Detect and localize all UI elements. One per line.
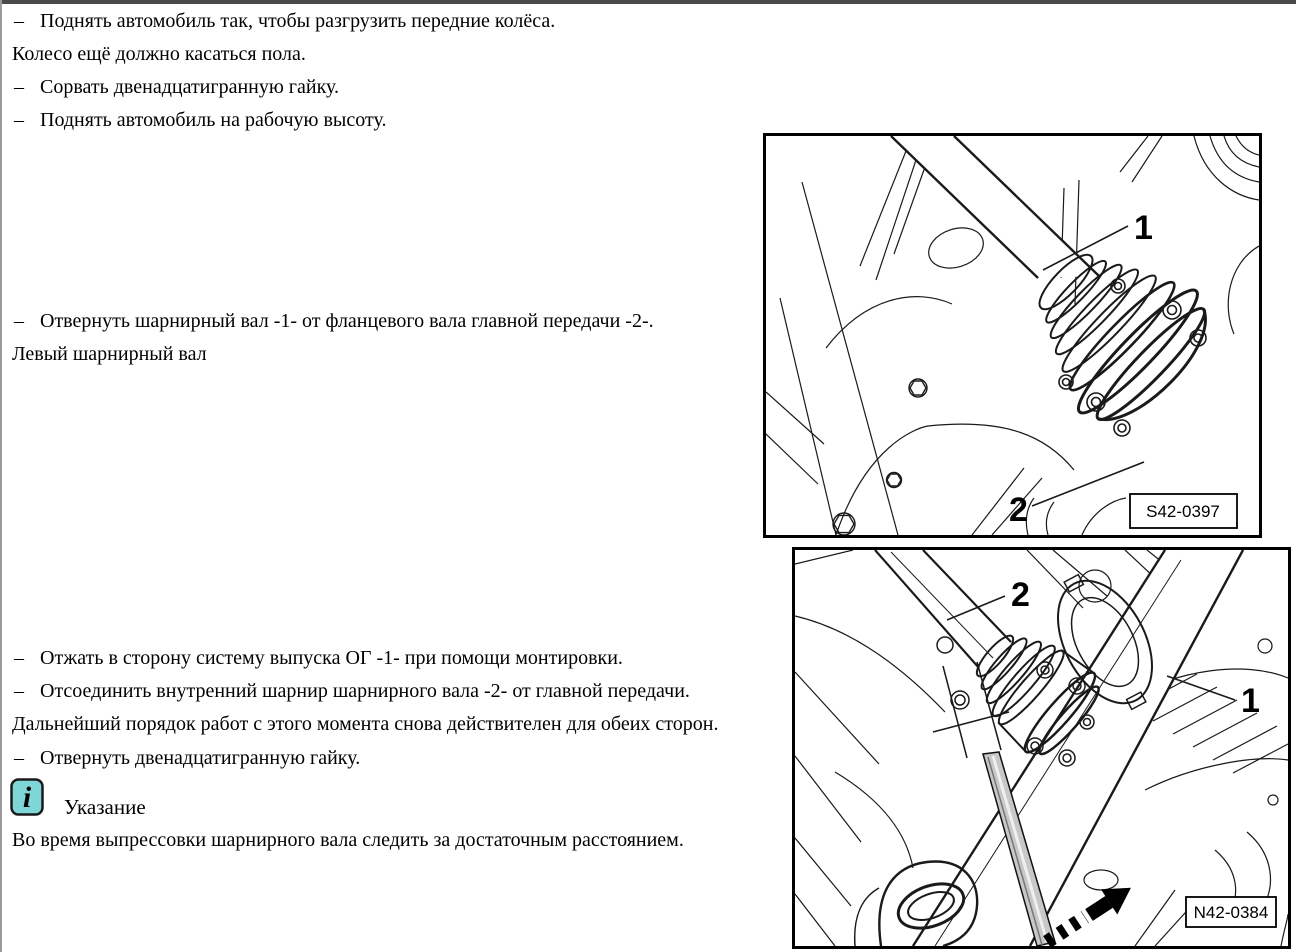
instruction-text: Отвернуть двенадцатигранную гайку. [40, 747, 361, 769]
instruction-line [12, 711, 782, 737]
direction-arrow-tail [1047, 917, 1085, 942]
bullet-dash: – [14, 647, 24, 669]
figure-top-code: S42-0397 [1146, 502, 1220, 521]
note-heading: Указание [64, 795, 146, 819]
instruction-line [12, 41, 782, 67]
window-top-edge [0, 0, 1296, 4]
note-text [12, 827, 782, 853]
figure-exhaust-pry [792, 547, 1291, 949]
bullet-dash: – [14, 747, 24, 769]
instruction-text: Поднять автомобиль так, чтобы разгрузить передние колёса. [40, 10, 556, 32]
bullet-dash: – [14, 76, 24, 98]
figure-top-callout-1: 1 [1134, 209, 1153, 247]
bullet-dash: – [14, 310, 24, 332]
driveshaft-flange-drawing [766, 136, 1259, 535]
instruction-line [12, 678, 784, 704]
direction-arrow-icon [1081, 875, 1139, 927]
instruction-line [12, 308, 784, 334]
note-text-content: Во время выпрессовки шарнирного вала следить за достаточным расстоянием. [12, 829, 684, 851]
instruction-text: Левый шарнирный вал [12, 343, 207, 365]
instruction-line [12, 8, 784, 34]
figure-top-callout-2: 2 [1009, 491, 1028, 529]
instruction-text: Отвернуть шарнирный вал -1- от фланцевого вала главной передачи -2-. [40, 310, 654, 332]
figure-bottom-callout-2: 2 [1011, 576, 1030, 614]
info-icon-glyph: i [22, 781, 32, 814]
instruction-text: Отжать в сторону систему выпуска ОГ -1- при помощи монтировки. [40, 647, 623, 669]
window-left-edge [0, 0, 2, 952]
instruction-text: Дальнейший порядок работ с этого момента снова действителен для обеих сторон. [12, 713, 719, 735]
figure-bottom-code: N42-0384 [1193, 903, 1269, 922]
instruction-line [12, 745, 784, 771]
bullet-dash: – [14, 10, 24, 32]
exhaust-pry-drawing [795, 550, 1288, 946]
instruction-text: Сорвать двенадцатигранную гайку. [40, 76, 340, 98]
instruction-line [12, 74, 784, 100]
bullet-dash: – [14, 680, 24, 702]
instruction-text: Колесо ещё должно касаться пола. [12, 43, 306, 65]
bullet-dash: – [14, 109, 24, 131]
instruction-text: Поднять автомобиль на рабочую высоту. [40, 109, 387, 131]
info-icon [10, 778, 44, 816]
instruction-line [12, 341, 782, 367]
instruction-line [12, 107, 784, 133]
figure-driveshaft-flange [763, 133, 1262, 538]
instruction-text: Отсоединить внутренний шарнир шарнирного вала -2- от главной передачи. [40, 680, 690, 702]
instruction-line [12, 645, 784, 671]
figure-bottom-callout-1: 1 [1241, 682, 1260, 720]
